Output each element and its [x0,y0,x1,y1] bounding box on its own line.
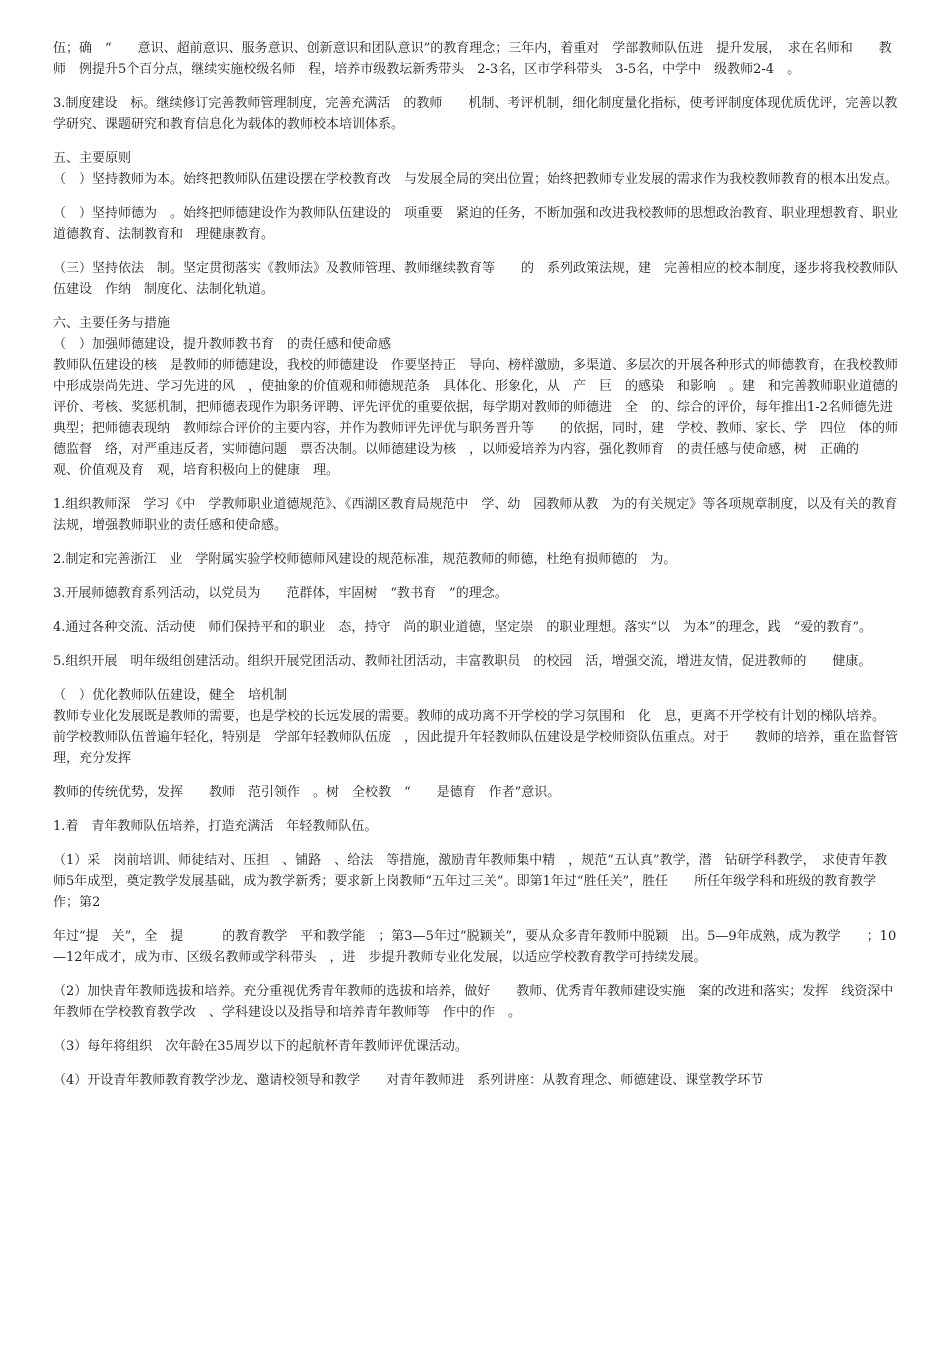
subheading-ethics-building: （ ）加强师德建设，提升教师教书育 的责任感和使命感 [53,337,392,352]
list-item-ethics-1: 1.组织教师深 学习《中 学教师职业道德规范》、《西湖区教育局规范中 学、幼 园教师从教 为的有关规定》等各项规章制度，以及有关的教育法规，增强教师职业的责任感和使命感。 [53,497,898,533]
list-item-young-teachers-3: （3）每年将组织 次年龄在35周岁以下的起航杯青年教师评优课活动。 [53,1039,468,1054]
paragraph-principle-ethics-first: （ ）坚持师德为 。始终把师德建设作为教师队伍建设的 项重要 紧迫的任务，不断加强和改进我校教师的思想政治教育、职业理想教育、职业道德教育、法制教育和 理健康教育。 [53,206,899,242]
list-item-young-teachers-2: （2）加快青年教师选拔和培养。充分重视优秀青年教师的选拔和培养，做好 教师、优秀青年教师建设实施 案的改进和落实；发挥 线资深中 年教师在学校教育教学改 、学科建设以及指导和培养青年教师等 作中的作 。 [53,984,907,1020]
paragraph-young-teachers-stages: 年过“提 关”，全 提 的教育教学 平和教学能 ；第3—5年过“脱颖关”，要从众多青年教师中脱颖 出。5—9年成熟，成为教学 ；10—12年成才，成为市、区级名教师或学科带头 ，进 步提升教师专业化发展，以适应学校教育教学可持续发展。 [53,929,897,965]
list-item-young-teachers-1: （1）采 岗前培训、师徒结对、压担 、铺路 、给法 等措施，激励青年教师集中精 ，规范“五认真”教学，潜 钻研学科教学， 求使青年教师5年成型，奠定教学发展基础，成为教学新秀；要求新上岗教师“五年过三关”。即第1年过“胜任关”，胜任 所任年级学科和班级的教育教学 作；第2 [53,853,890,910]
paragraph-tradition-advantage: 教师的传统优势，发挥 教师 范引领作 。树 全校教 “ 是德育 作者”意识。 [53,785,561,800]
list-item-ethics-4: 4.通过各种交流、活动使 师们保持平和的职业 态，持守 尚的职业道德，坚定崇 的职业理想。落实“以 为本”的理念，践 “爱的教育”。 [53,620,872,635]
paragraph-ethics-core: 教师队伍建设的核 是教师的师德建设，我校的师德建设 作要坚持正 导向、榜样激励，多渠道、多层次的开展各种形式的师德教育，在我校教师中形成崇尚先进、学习先进的风 ，使抽象的价值观和师德规范条 具体化、形象化，从 产 巨 的感染 和影响 。建 和完善教师职业道德的评价、考核、奖惩机制，把师德表现作为职务评聘、评先评优的重要依据，每学期对教师的师德进 全 的、综合的评价，每年推出1-2名师德先进典型；把师德表现纳 教师综合评价的主要内容，并作为教师评先评优与职务晋升等 的依据，同时，建 学校、教师、家长、学 四位 体的师德监督 络，对严重违反者，实师德问题 票否决制。以师德建设为核 ，以师爱培养为内容，强化教师育 的责任感与使命感，树 正确的 观、价值观及育 观，培育积极向上的健康 理。 [53,358,899,478]
list-item-ethics-2: 2.制定和完善浙江 业 学附属实验学校师德师风建设的规范标准，规范教师的师德，杜绝有损师德的 为。 [53,552,677,567]
subheading-team-optimization: （ ）优化教师队伍建设，健全 培机制 [53,688,288,703]
list-item-ethics-5: 5.组织开展 明年级组创建活动。组织开展党团活动、教师社团活动，丰富教职员 的校园 活，增强交流，增进友情，促进教师的 健康。 [53,654,872,669]
paragraph-goal-system-building: 3.制度建设 标。继续修订完善教师管理制度，完善充满活 的教师 机制、考评机制，细化制度量化指标，使考评制度体现优质优评，完善以教学研究、课题研究和教育信息化为载体的教师校本培训体系。 [53,96,898,132]
paragraph-professional-development: 教师专业化发展既是教师的需要，也是学校的长远发展的需要。教师的成功离不开学校的学习氛围和 化 息，更离不开学校有计划的梯队培养。 前学校教师队伍普遍年轻化，特别是 学部年轻教师队伍庞 ，因此提升年轻教师队伍建设是学校师资队伍重点。对于 教师的培养，重在监督管理，充分发挥 [53,709,899,766]
paragraph-principle-rule-of-law: （三）坚持依法 制。坚定贯彻落实《教师法》及教师管理、教师继续教育等 的 系列政策法规，建 完善相应的校本制度，逐步将我校教师队伍建设 作纳 制度化、法制化轨道。 [53,261,899,297]
list-item-young-teachers: 1.着 青年教师队伍培养，打造充满活 年轻教师队伍。 [53,819,378,834]
section-heading-principles: 五、主要原则 [53,151,132,166]
list-item-young-teachers-4: （4）开设青年教师教育教学沙龙、邀请校领导和教学 对青年教师进 系列讲座：从教育理念、师德建设、课堂教学环节 [53,1073,764,1088]
section-heading-tasks: 六、主要任务与措施 [53,316,171,331]
paragraph-goal-team-awareness: 伍；确 “ 意识、超前意识、服务意识、创新意识和团队意识”的教育理念；三年内，着重对 学部教师队伍进 提升发展， 求在名师和 教师 例提升5个百分点，继续实施校级名师 程，培养市级教坛新秀带头 2-3名，区市学科带头 3-5名，中学中 级教师2-4 。 [53,41,892,77]
paragraph-principle-teacher-first: （ ）坚持教师为本。始终把教师队伍建设摆在学校教育改 与发展全局的突出位置；始终把教师专业发展的需求作为我校教师教育的根本出发点。 [53,172,899,187]
list-item-ethics-3: 3.开展师德教育系列活动，以党员为 范群体，牢固树 “教书育 ”的理念。 [53,586,508,601]
